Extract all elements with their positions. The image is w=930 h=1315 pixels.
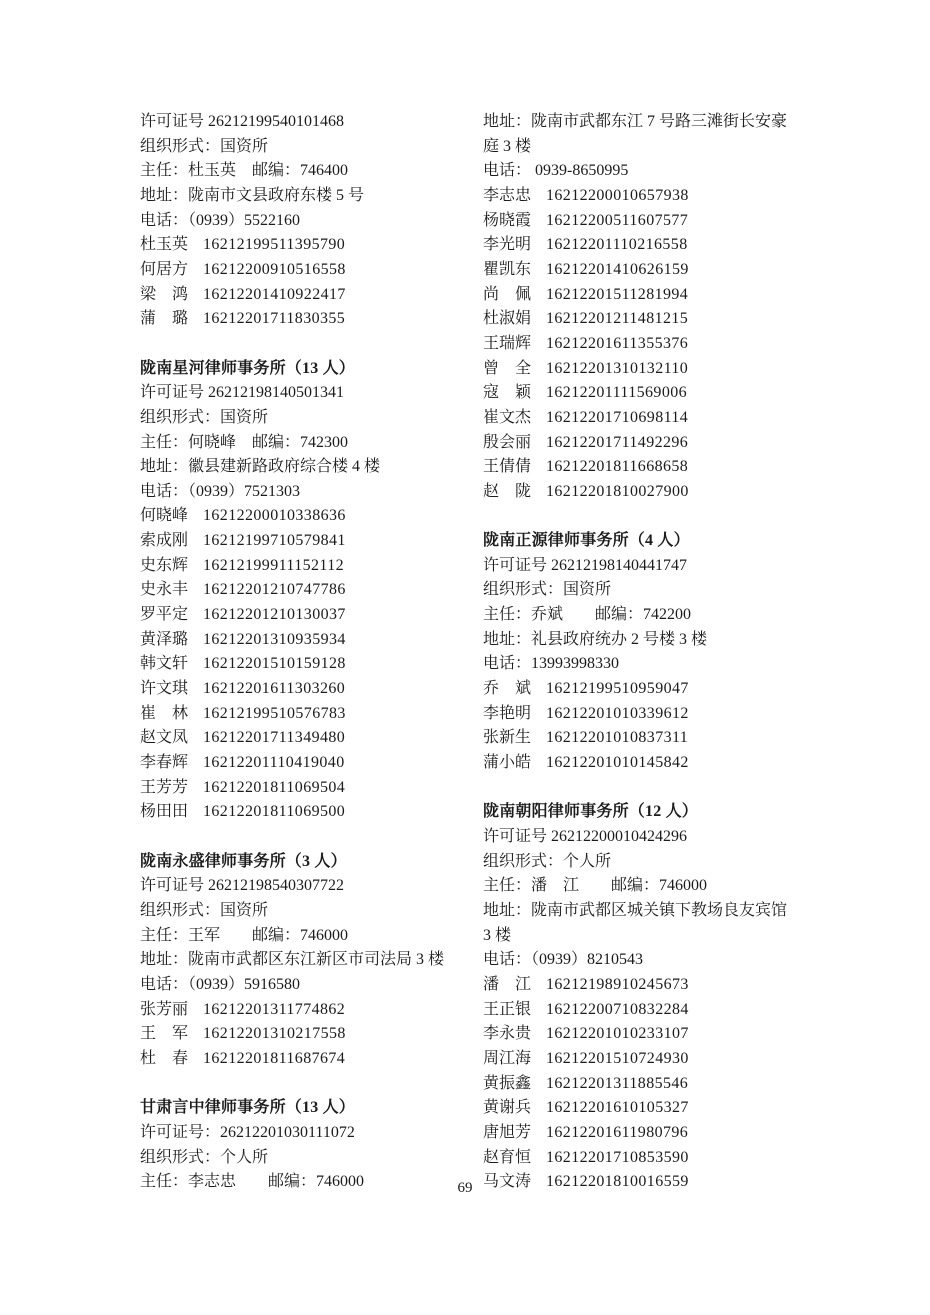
info-line: 组织形式：国资所 xyxy=(140,137,269,155)
lawyer-name: 赵文凤 xyxy=(140,729,189,747)
lawyer-license-number: 16212201410626159 xyxy=(546,260,689,278)
lawyer-row xyxy=(483,209,875,234)
firm-section xyxy=(483,800,875,1195)
lawyer-name: 王倩倩 xyxy=(483,458,532,476)
lawyer-name: 李光明 xyxy=(483,236,532,254)
firm-section xyxy=(140,357,476,825)
lawyer-name: 赵 陇 xyxy=(483,482,532,500)
lawyer-row xyxy=(483,726,875,751)
info-line: 主任：李志忠 邮编：746000 xyxy=(140,1173,365,1191)
lawyer-license-number: 16212201311885546 xyxy=(546,1074,689,1092)
lawyer-row xyxy=(483,1047,875,1072)
lawyer-row xyxy=(483,233,875,258)
lawyer-name: 马文涛 xyxy=(483,1173,532,1191)
lawyer-row xyxy=(140,578,476,603)
lawyer-row xyxy=(483,1146,875,1171)
lawyer-license-number: 16212201611355376 xyxy=(546,334,689,352)
lawyer-license-number: 16212201310935934 xyxy=(203,630,346,648)
lawyer-license-number: 16212201210130037 xyxy=(203,606,346,624)
lawyer-license-number: 16212201711830355 xyxy=(203,310,346,328)
lawyer-license-number: 16212201811069504 xyxy=(203,778,346,796)
lawyer-row xyxy=(140,800,476,825)
lawyer-license-number: 16212201811069500 xyxy=(203,803,346,821)
info-line: 许可证号 26212198140441747 xyxy=(483,556,688,574)
lawyer-license-number: 16212201811668658 xyxy=(546,458,689,476)
info-line: 地址：陇南市文县政府东楼 5 号 xyxy=(140,186,365,204)
lawyer-name: 黄泽璐 xyxy=(140,630,189,648)
lawyer-row xyxy=(140,258,476,283)
lawyer-name: 梁 鸿 xyxy=(140,285,189,303)
lawyer-license-number: 16212201611303260 xyxy=(203,680,346,698)
lawyer-row xyxy=(483,406,875,431)
lawyer-license-number: 16212201811687674 xyxy=(203,1049,346,1067)
lawyer-row xyxy=(483,1072,875,1097)
lawyer-row xyxy=(140,233,476,258)
lawyer-name: 李志忠 xyxy=(483,186,532,204)
page-number: 69 xyxy=(457,1180,473,1196)
firm-section xyxy=(140,110,476,332)
info-line: 主任：王军 邮编：746000 xyxy=(140,926,349,944)
lawyer-name: 杨田田 xyxy=(140,803,189,821)
lawyer-row xyxy=(140,652,476,677)
lawyer-row xyxy=(483,998,875,1023)
lawyer-row xyxy=(483,184,875,209)
info-line: 电话：（0939）8210543 xyxy=(483,951,644,969)
firm-heading: 陇南星河律师事务所（13 人） xyxy=(140,359,356,377)
lawyer-row xyxy=(483,973,875,998)
lawyer-name: 张新生 xyxy=(483,729,532,747)
lawyer-name: 赵育恒 xyxy=(483,1148,532,1166)
lawyer-name: 蒲 璐 xyxy=(140,310,189,328)
lawyer-license-number: 16212201510724930 xyxy=(546,1049,689,1067)
info-line: 电话：（0939）5522160 xyxy=(140,211,301,229)
info-line: 主任：潘 江 邮编：746000 xyxy=(483,877,708,895)
lawyer-license-number: 16212201511281994 xyxy=(546,285,689,303)
lawyer-license-number: 16212199510576783 xyxy=(203,704,346,722)
lawyer-row xyxy=(140,603,476,628)
firm-section xyxy=(483,110,875,505)
lawyer-name: 史永丰 xyxy=(140,581,189,599)
lawyer-row xyxy=(483,480,875,505)
lawyer-row xyxy=(483,381,875,406)
info-line: 组织形式：个人所 xyxy=(483,852,612,870)
lawyer-row xyxy=(483,702,875,727)
lawyer-name: 乔 斌 xyxy=(483,680,532,698)
lawyer-name: 王瑞辉 xyxy=(483,334,532,352)
lawyer-row xyxy=(140,307,476,332)
lawyer-name: 黄振鑫 xyxy=(483,1074,532,1092)
lawyer-row xyxy=(140,776,476,801)
lawyer-name: 尚 佩 xyxy=(483,285,532,303)
lawyer-row xyxy=(483,1121,875,1146)
lawyer-name: 索成刚 xyxy=(140,532,189,550)
lawyer-name: 唐旭芳 xyxy=(483,1123,532,1141)
lawyer-license-number: 16212201010837311 xyxy=(546,729,689,747)
lawyer-name: 王 军 xyxy=(140,1025,189,1043)
lawyer-license-number: 16212201410922417 xyxy=(203,285,346,303)
firm-heading: 陇南永盛律师事务所（3 人） xyxy=(140,852,347,870)
lawyer-row xyxy=(483,357,875,382)
lawyer-name: 杜 春 xyxy=(140,1049,189,1067)
lawyer-license-number: 16212201110216558 xyxy=(546,236,688,254)
lawyer-row xyxy=(483,1096,875,1121)
lawyer-row xyxy=(483,332,875,357)
lawyer-license-number: 16212201310132110 xyxy=(546,359,689,377)
lawyer-row xyxy=(483,751,875,776)
lawyer-name: 何居方 xyxy=(140,260,189,278)
lawyer-name: 瞿凯东 xyxy=(483,260,532,278)
info-line: 主任：乔斌 邮编：742200 xyxy=(483,606,692,624)
lawyer-name: 何晓峰 xyxy=(140,507,189,525)
lawyer-name: 蒲小皓 xyxy=(483,754,532,772)
lawyer-name: 周江海 xyxy=(483,1049,532,1067)
lawyer-name: 黄谢兵 xyxy=(483,1099,532,1117)
firm-heading: 甘肃言中律师事务所（13 人） xyxy=(140,1099,356,1117)
lawyer-row xyxy=(140,628,476,653)
firm-heading: 陇南正源律师事务所（4 人） xyxy=(483,532,690,550)
lawyer-name: 杜淑娟 xyxy=(483,310,532,328)
lawyer-license-number: 16212201810016559 xyxy=(546,1173,689,1191)
lawyer-license-number: 16212198910245673 xyxy=(546,975,689,993)
lawyer-license-number: 16212201311774862 xyxy=(203,1000,346,1018)
lawyer-license-number: 16212200710832284 xyxy=(546,1000,689,1018)
lawyer-license-number: 16212199911152112 xyxy=(203,556,345,574)
lawyer-row xyxy=(483,431,875,456)
info-line: 组织形式：个人所 xyxy=(140,1148,269,1166)
lawyer-row xyxy=(140,504,476,529)
lawyer-license-number: 16212201010233107 xyxy=(546,1025,689,1043)
lawyer-name: 崔 林 xyxy=(140,704,189,722)
lawyer-license-number: 16212201611980796 xyxy=(546,1123,689,1141)
lawyer-name: 许文琪 xyxy=(140,680,189,698)
lawyer-name: 罗平定 xyxy=(140,606,189,624)
left-column xyxy=(140,110,476,1195)
right-column xyxy=(483,110,875,1195)
info-line: 组织形式：国资所 xyxy=(483,581,612,599)
lawyer-name: 潘 江 xyxy=(483,975,532,993)
lawyer-license-number: 16212200511607577 xyxy=(546,211,689,229)
lawyer-name: 王正银 xyxy=(483,1000,532,1018)
lawyer-name: 张芳丽 xyxy=(140,1000,189,1018)
lawyer-license-number: 16212201711492296 xyxy=(546,433,689,451)
info-line: 地址：陇南市武都东江 7 号路三滩街长安豪 xyxy=(483,113,788,130)
info-line: 主任：何晓峰 邮编：742300 xyxy=(140,433,349,451)
info-line: 组织形式：国资所 xyxy=(140,408,269,426)
lawyer-name: 杨晓霞 xyxy=(483,211,532,229)
lawyer-row xyxy=(140,998,476,1023)
lawyer-row xyxy=(140,1022,476,1047)
firm-section xyxy=(140,850,476,1072)
lawyer-license-number: 16212201810027900 xyxy=(546,482,689,500)
info-line: 地址：陇南市武都区城关镇下教场良友宾馆 xyxy=(483,901,788,919)
lawyer-row xyxy=(140,677,476,702)
lawyer-row xyxy=(140,1047,476,1072)
info-line: 地址：礼县政府统办 2 号楼 3 楼 xyxy=(483,630,708,648)
info-line: 电话： 0939-8650995 xyxy=(483,162,629,180)
lawyer-license-number: 16212201710698114 xyxy=(546,408,689,426)
lawyer-license-number: 16212201510159128 xyxy=(203,655,346,673)
info-line: 许可证号 26212198140501341 xyxy=(140,384,345,402)
info-line: 许可证号 26212199540101468 xyxy=(140,113,345,130)
lawyer-license-number: 16212201111569006 xyxy=(546,384,688,402)
lawyer-name: 寇 颖 xyxy=(483,384,532,402)
lawyer-license-number: 16212201210747786 xyxy=(203,581,346,599)
lawyer-license-number: 16212199510959047 xyxy=(546,680,689,698)
lawyer-row xyxy=(483,307,875,332)
info-line: 电话：13993998330 xyxy=(483,655,620,673)
lawyer-license-number: 16212201310217558 xyxy=(203,1025,346,1043)
lawyer-name: 殷会丽 xyxy=(483,433,532,451)
lawyer-name: 李艳明 xyxy=(483,704,532,722)
lawyer-row xyxy=(483,258,875,283)
lawyer-name: 崔文杰 xyxy=(483,408,532,426)
info-line: 组织形式：国资所 xyxy=(140,901,269,919)
info-line: 庭 3 楼 xyxy=(483,137,532,155)
lawyer-name: 李春辉 xyxy=(140,754,189,772)
lawyer-name: 韩文轩 xyxy=(140,655,189,673)
info-line: 电话：（0939）5916580 xyxy=(140,975,301,993)
lawyer-row xyxy=(140,529,476,554)
lawyer-name: 李永贵 xyxy=(483,1025,532,1043)
lawyer-name: 王芳芳 xyxy=(140,778,189,796)
lawyer-license-number: 16212200010338636 xyxy=(203,507,346,525)
lawyer-row xyxy=(483,1022,875,1047)
lawyer-row xyxy=(483,455,875,480)
info-line: 地址：徽县建新路政府综合楼 4 楼 xyxy=(140,458,381,476)
info-line: 许可证号 26212198540307722 xyxy=(140,877,345,895)
lawyer-license-number: 16212201211481215 xyxy=(546,310,689,328)
lawyer-license-number: 16212200910516558 xyxy=(203,260,346,278)
info-line: 主任：杜玉英 邮编：746400 xyxy=(140,162,349,180)
lawyer-license-number: 16212201110419040 xyxy=(203,754,345,772)
lawyer-license-number: 16212201610105327 xyxy=(546,1099,689,1117)
lawyer-license-number: 16212201010339612 xyxy=(546,704,689,722)
lawyer-license-number: 16212201711349480 xyxy=(203,729,346,747)
info-line: 电话：（0939）7521303 xyxy=(140,482,301,500)
lawyer-row xyxy=(140,702,476,727)
lawyer-license-number: 16212201710853590 xyxy=(546,1148,689,1166)
info-line: 3 楼 xyxy=(483,926,512,944)
info-line: 地址：陇南市武都区东江新区市司法局 3 楼 xyxy=(140,951,445,969)
info-line: 许可证号：26212201030111072 xyxy=(140,1123,355,1141)
lawyer-license-number: 16212201010145842 xyxy=(546,754,689,772)
lawyer-license-number: 16212200010657938 xyxy=(546,186,689,204)
lawyer-row xyxy=(483,283,875,308)
firm-heading: 陇南朝阳律师事务所（12 人） xyxy=(483,803,699,821)
lawyer-row xyxy=(140,726,476,751)
lawyer-license-number: 16212199511395790 xyxy=(203,236,346,254)
lawyer-row xyxy=(140,283,476,308)
lawyer-row xyxy=(483,677,875,702)
lawyer-row xyxy=(140,751,476,776)
lawyer-name: 曾 全 xyxy=(483,359,532,377)
lawyer-name: 史东辉 xyxy=(140,556,189,574)
lawyer-name: 杜玉英 xyxy=(140,236,189,254)
lawyer-row xyxy=(140,554,476,579)
lawyer-license-number: 16212199710579841 xyxy=(203,532,346,550)
firm-section xyxy=(483,529,875,776)
info-line: 许可证号 26212200010424296 xyxy=(483,828,688,845)
